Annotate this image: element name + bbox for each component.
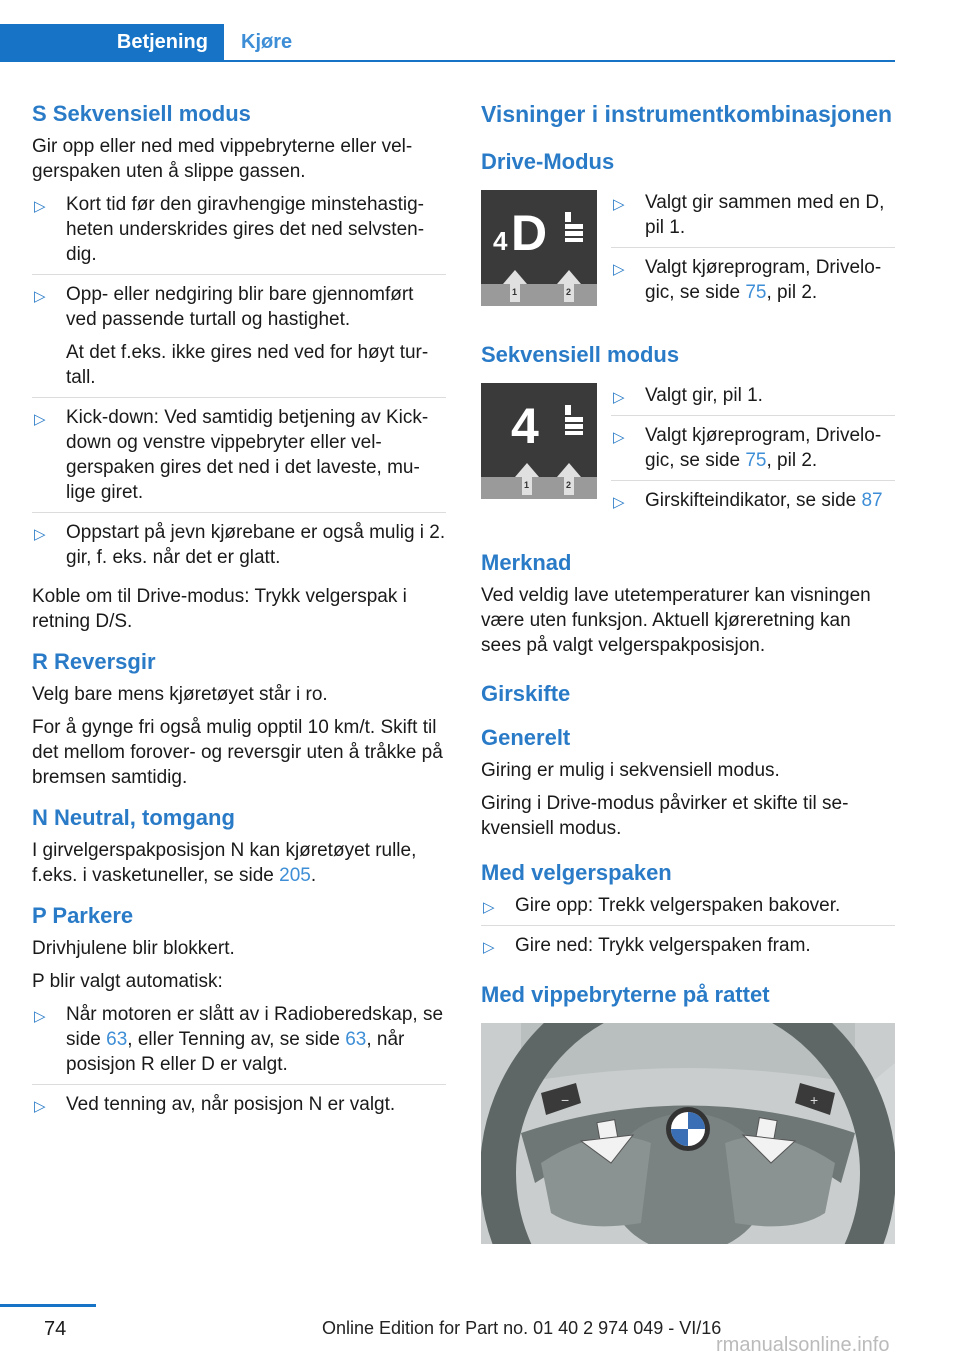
section-n-neutral (32, 804, 446, 888)
header-divider (0, 60, 895, 62)
subsection-title: Med vippebryterne på rattet (481, 982, 770, 1007)
list-item: ▷ Kick-down: Ved samtidig betjening av Kick-down og venstre vippebryter eller vel-gerspaken gires det ned i det laveste, mu-lige giret. (32, 405, 446, 513)
paragraph: Drivhjulene blir blokkert. (32, 938, 235, 959)
drivelogic-bars-icon (559, 210, 589, 244)
section-med-vippebryterne (481, 981, 895, 1244)
section-title: S Sekvensiell modus (32, 101, 251, 126)
arrow-up-icon (515, 463, 539, 477)
paragraph: P blir valgt automatisk: (32, 971, 223, 992)
paragraph: Ved veldig lave utetemperaturer kan visningen være uten funksjon. Aktuell kjøreretning kan sees på valgt velgerspakposisjon. (481, 585, 871, 656)
drivelogic-bars-icon (559, 403, 589, 437)
tab-kjore[interactable]: Kjøre (241, 30, 293, 53)
page-number: 74 (44, 1318, 67, 1340)
subsection-title: Generelt (481, 725, 571, 750)
section-sekvensiell-modus (481, 341, 895, 527)
section-p-parkere (32, 902, 446, 1124)
section-s-sekvensiell (32, 100, 446, 634)
list-item: ▷ Kort tid før den giravhengige minstehastig-heten underskrides gires det ned selvsten-dig. (32, 192, 446, 275)
triangle-bullet-icon: ▷ (613, 429, 625, 446)
section-merknad (481, 549, 895, 658)
bullet-list (481, 893, 895, 965)
svg-text:−: − (561, 1092, 570, 1108)
triangle-bullet-icon: ▷ (483, 939, 495, 956)
subsection-title: Med velgerspaken (481, 860, 672, 885)
list-item: ▷ Når motoren er slått av i Radioberedskap, se side 63, eller Tenning av, se side 63, når posisjon R eller D er valgt. (32, 1002, 446, 1085)
subsection-title: Merknad (481, 550, 572, 575)
page-link[interactable]: 75 (745, 450, 767, 471)
section-title: P Parkere (32, 903, 134, 928)
list-item: ▷ Girskifteindikator, se side 87 (611, 488, 895, 520)
right-column (481, 100, 895, 1258)
paragraph: Velg bare mens kjøretøyet står i ro. (32, 684, 328, 705)
triangle-bullet-icon: ▷ (34, 526, 46, 543)
list-item: ▷ Ved tenning av, når posisjon N er valgt. (32, 1092, 446, 1124)
section-title: N Neutral, tomgang (32, 805, 235, 830)
triangle-bullet-icon: ▷ (34, 411, 46, 428)
bullet-list (32, 1002, 446, 1124)
list-item: ▷ Gire opp: Trekk velgerspaken bakover. (481, 893, 895, 926)
arrow-up-icon (557, 463, 581, 477)
page-link[interactable]: 63 (345, 1029, 367, 1050)
page-link[interactable]: 63 (106, 1029, 128, 1050)
triangle-bullet-icon: ▷ (34, 1008, 46, 1025)
paragraph: I girvelgerspakposisjon N kan kjøretøyet rulle, f.eks. i vasketuneller, se side 205. (32, 840, 417, 886)
left-column (32, 100, 446, 1138)
steering-wheel-illustration (481, 1023, 895, 1244)
list-item: ▷ Oppstart på jevn kjørebane er også mulig i 2. gir, f. eks. når det er glatt. (34, 522, 446, 568)
sequential-mode-display-image: 4 1 2 (481, 383, 597, 499)
section-title: R Reversgir (32, 649, 156, 674)
bullet-list (611, 383, 895, 527)
paragraph: Gir opp eller ned med vippebryterne eller vel-gerspaken uten å slippe gassen. (32, 136, 413, 182)
bullet-list (611, 190, 895, 319)
triangle-bullet-icon: ▷ (34, 288, 46, 305)
page-link[interactable]: 87 (861, 490, 883, 511)
drive-mode-display-image: 4 D 1 2 (481, 190, 597, 306)
steering-wheel-image (481, 1023, 895, 1244)
paragraph: For å gynge fri også mulig opptil 10 km/t. Skift til det mellom forover- og reversgir uten å tråkke på bremsen samtidig. (32, 717, 443, 788)
header-bar (0, 0, 960, 62)
paragraph: Koble om til Drive-modus: Trykk velgerspak i retning D/S. (32, 586, 407, 632)
arrow-up-icon (503, 270, 527, 284)
list-item: ▷ Valgt kjøreprogram, Drivelo-gic, se side 75, pil 2. (611, 423, 895, 481)
triangle-bullet-icon: ▷ (483, 899, 495, 916)
triangle-bullet-icon: ▷ (613, 196, 625, 213)
section-girskifte (481, 680, 895, 841)
list-item: ▷ Valgt gir sammen med en D, pil 1. (611, 190, 895, 248)
list-item: ▷ Valgt gir, pil 1. (611, 383, 895, 416)
section-med-velgerspaken (481, 859, 895, 965)
edition-text: Online Edition for Part no. 01 40 2 974 049 - VI/16 (322, 1318, 722, 1338)
triangle-bullet-icon: ▷ (613, 494, 625, 511)
triangle-bullet-icon: ▷ (613, 261, 625, 278)
tab-betjening[interactable]: Betjening (0, 24, 224, 60)
triangle-bullet-icon: ▷ (613, 389, 625, 406)
watermark: rmanualsonline.info (716, 1334, 890, 1356)
page-link[interactable]: 205 (279, 865, 311, 886)
list-item: ▷ Valgt kjøreprogram, Drivelo-gic, se side 75, pil 2. (613, 257, 882, 303)
list-item-note: At det f.eks. ikke gires ned ved for høyt tur-tall. (66, 342, 429, 388)
svg-text:+: + (810, 1092, 819, 1108)
section-r-reversgir (32, 648, 446, 790)
section-drive-modus (481, 148, 895, 319)
subsection-title: Sekvensiell modus (481, 342, 680, 367)
bullet-list (32, 192, 446, 577)
triangle-bullet-icon: ▷ (34, 198, 46, 215)
subsection-title: Drive-Modus (481, 149, 615, 174)
section-title: Visninger i instrumentkombinasjonen (481, 101, 893, 127)
list-item: ▷ Gire ned: Trykk velgerspaken fram. (481, 933, 895, 965)
triangle-bullet-icon: ▷ (34, 1098, 46, 1115)
section-title: Girskifte (481, 681, 571, 706)
list-item: ▷ Opp- eller nedgiring blir bare gjennomført ved passende turtall og hastighet. At det f.eks. ikke gires ned ved for høyt tur-tall. (32, 282, 446, 398)
footer-divider (0, 1304, 96, 1307)
paragraph: Giring i Drive-modus påvirker et skifte til se-kvensiell modus. (481, 793, 849, 839)
paragraph: Giring er mulig i sekvensiell modus. (481, 760, 780, 781)
page-link[interactable]: 75 (745, 282, 767, 303)
arrow-up-icon (557, 270, 581, 284)
